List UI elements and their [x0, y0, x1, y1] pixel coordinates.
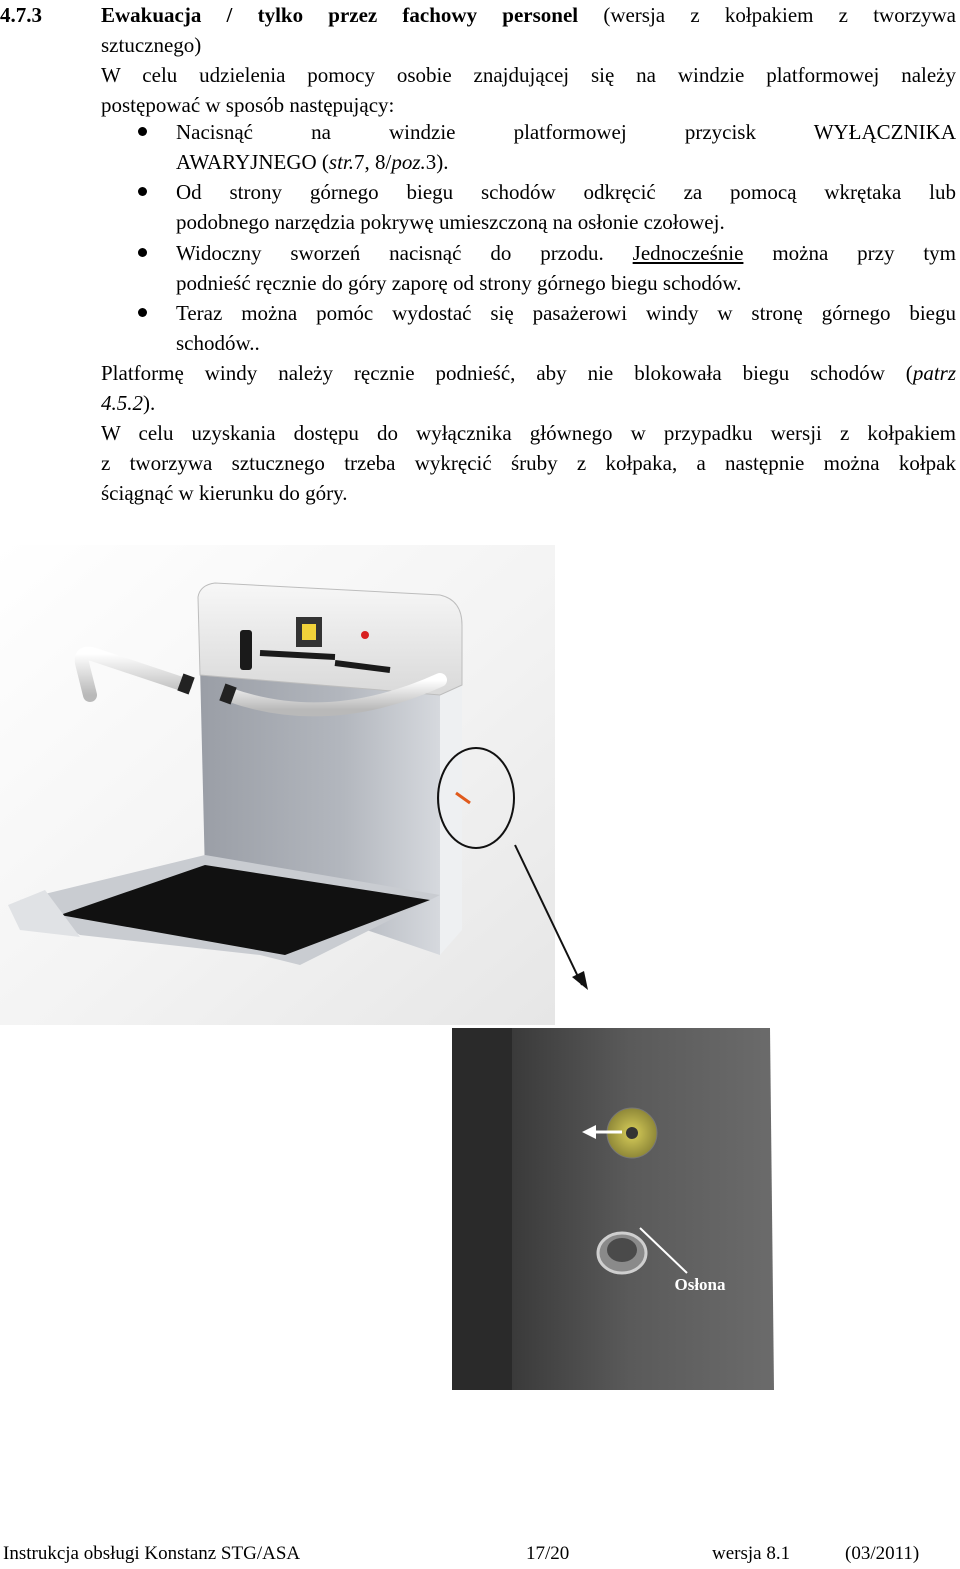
para1-line-1: [101, 358, 956, 388]
bullet-dot-1: [138, 127, 147, 136]
para1-line-2: [101, 388, 155, 418]
bullet-3-line-2: podnieść ręcznie do góry zaporę od strony górnego biegu schodów.: [176, 271, 742, 295]
bullet-4-line-2: schodów..: [176, 331, 260, 355]
front-panel: [512, 1028, 774, 1390]
para1-text: Platformę windy należy ręcznie podnieść, aby nie blokowała biegu schodów (: [101, 361, 913, 385]
callout-label: Osłona: [674, 1275, 726, 1294]
para1-end: ).: [143, 391, 156, 415]
bullet-1-end: ).: [436, 150, 449, 174]
intro-line-1: W celu udzielenia pomocy osobie znajdującej się na windzie platformowej należy: [101, 63, 956, 87]
panel-edge: [452, 1028, 512, 1390]
side-column: [440, 665, 462, 955]
para1-ref-number: 4.5.2: [101, 391, 143, 415]
section-title: [101, 0, 956, 30]
para2-line-3: ściągnąć w kierunku do góry.: [101, 481, 348, 505]
emergency-button-icon: [361, 631, 369, 639]
display-icon: [302, 624, 316, 640]
bullet-3-text-a: Widoczny sworzeń nacisnąć do przodu.: [176, 241, 604, 265]
bullet-dot-4: [138, 308, 147, 317]
section-number: 4.7.3: [0, 3, 42, 27]
bullet-dot-3: [138, 248, 147, 257]
page-ref-label: str.: [328, 150, 355, 174]
footer-page-number: 17/20: [526, 1543, 570, 1564]
detail-arrow-head: [572, 971, 588, 990]
position-ref-value: 3: [425, 150, 437, 174]
para1-ref-label: patrz: [912, 361, 956, 385]
bullet-dot-2: [138, 187, 147, 196]
joystick-icon: [240, 630, 252, 670]
bullet-1-text: AWARYJNEGO (: [176, 150, 329, 174]
head-unit: [198, 583, 462, 695]
bullet-2-line-2: podobnego narzędzia pokrywę umieszczoną na osłonie czołowej.: [176, 210, 725, 234]
bullet-3-line-1: [176, 238, 956, 268]
section-title-rest: (wersja z kołpakiem z tworzywa: [603, 3, 957, 27]
intro-line-2: postępować w sposób następujący:: [101, 93, 395, 117]
bullet-3-underlined: Jednocześnie: [632, 241, 744, 265]
section-title-bold: Ewakuacja / tylko przez fachowy personel: [101, 3, 579, 27]
para2-line-1: W celu uzyskania dostępu do wyłącznika głównego w przypadku wersji z kołpakiem: [101, 421, 956, 445]
section-title-continuation: sztucznego): [101, 33, 202, 57]
para2-line-2: z tworzywa sztucznego trzeba wykręcić śruby z kołpaka, a następnie można kołpak: [101, 451, 956, 475]
cover-closeup-illustration: [452, 1028, 782, 1390]
platform-lift-illustration: [0, 545, 600, 1025]
position-ref-label: poz.: [391, 150, 426, 174]
footer-doc-title: Instrukcja obsługi Konstanz STG/ASA: [3, 1543, 301, 1564]
bullet-3-text-b: można przy tym: [772, 241, 957, 265]
bullet-4-line-1: Teraz można pomóc wydostać się pasażerowi windy w stronę górnego biegu: [176, 301, 956, 325]
footer-date: (03/2011): [845, 1543, 920, 1564]
bullet-2-line-1: Od strony górnego biegu schodów odkręcić za pomocą wkrętaka lub: [176, 180, 956, 204]
bullet-1-line-1: Nacisnąć na windzie platformowej przycisk WYŁĄCZNIKA: [176, 120, 956, 144]
footer-version: wersja 8.1: [712, 1543, 791, 1564]
bullet-1-line-2: [176, 147, 449, 177]
page-ref-values: 7, 8/: [354, 150, 392, 174]
